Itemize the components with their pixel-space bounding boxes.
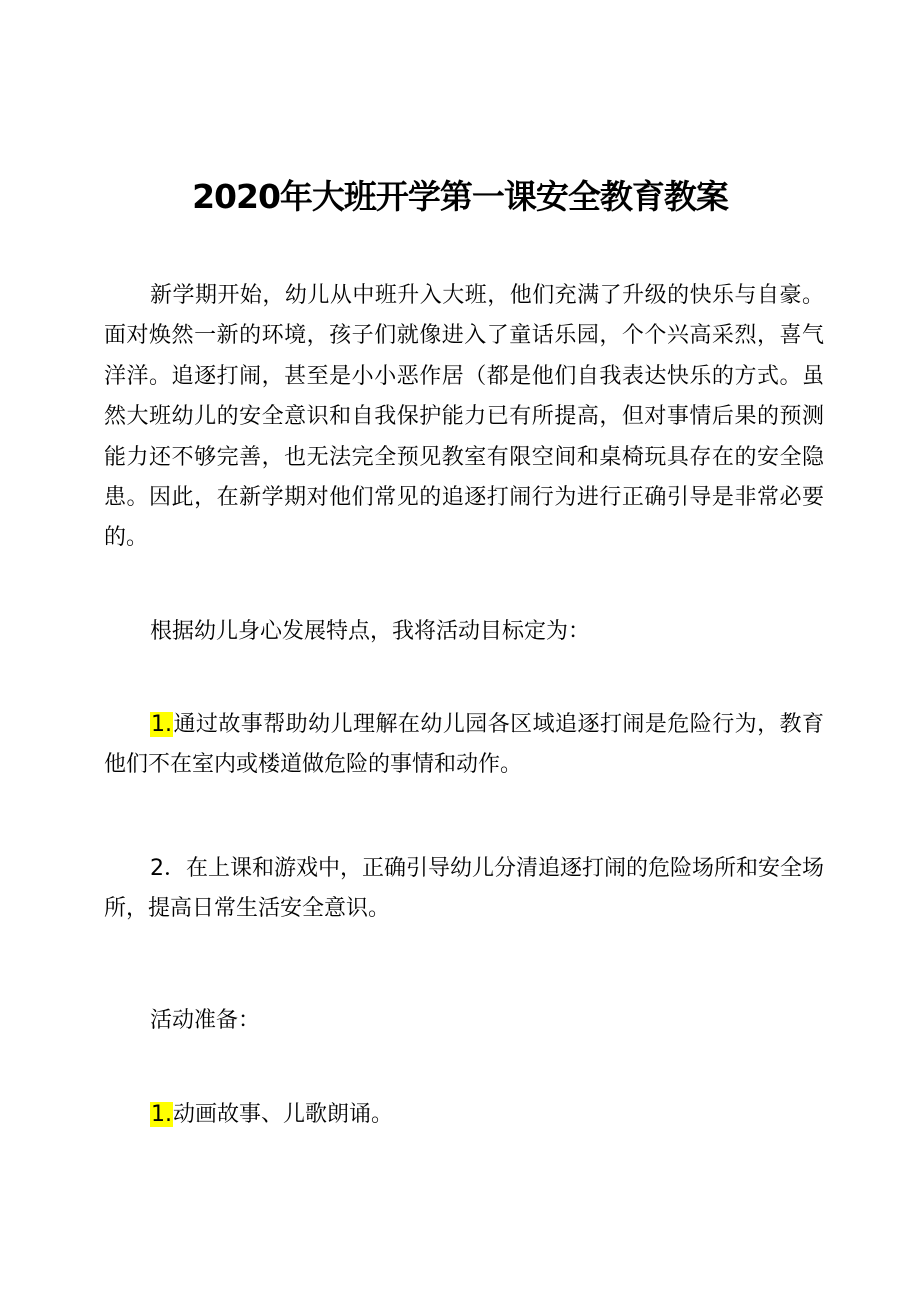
preparation-item-1-number: 1. xyxy=(151,1102,172,1127)
preparation-heading: 活动准备： xyxy=(150,1008,261,1033)
goal-item-2: 2．在上课和游戏中，正确引导幼儿分清追逐打闹的危险场所和安全场所，提高日常生活安全意识。 xyxy=(104,856,824,922)
preparation-item-1-text: 动画故事、儿歌朗诵。 xyxy=(173,1102,394,1127)
goals-heading: 根据幼儿身心发展特点，我将活动目标定为： xyxy=(150,619,591,644)
preparation-item-1 xyxy=(104,1095,824,1135)
document-title: 2020年大班开学第一课安全教育教案 xyxy=(192,177,728,216)
goal-item-1-text: 通过故事帮助幼儿理解在幼儿园各区域追逐打闹是危险行为，教育他们不在室内或楼道做危险的事情和动作。 xyxy=(104,712,824,778)
intro-paragraph: 新学期开始，幼儿从中班升入大班，他们充满了升级的快乐与自豪。面对焕然一新的环境，孩子们就像进入了童话乐园，个个兴高采烈，喜气洋洋。追逐打闹，甚至是小小恶作居（都是他们自我表达快乐的方式。虽然大班幼儿的安全意识和自我保护能力已有所提高，但对事情后果的预测能力还不够完善，也无法完全预见教室有限空间和桌椅玩具存在的安全隐患。因此，在新学期对他们常见的追逐打闹行为进行正确引导是非常必要的。 xyxy=(104,283,824,551)
goal-item-1 xyxy=(104,705,824,786)
goal-item-1-number: 1. xyxy=(151,712,172,737)
